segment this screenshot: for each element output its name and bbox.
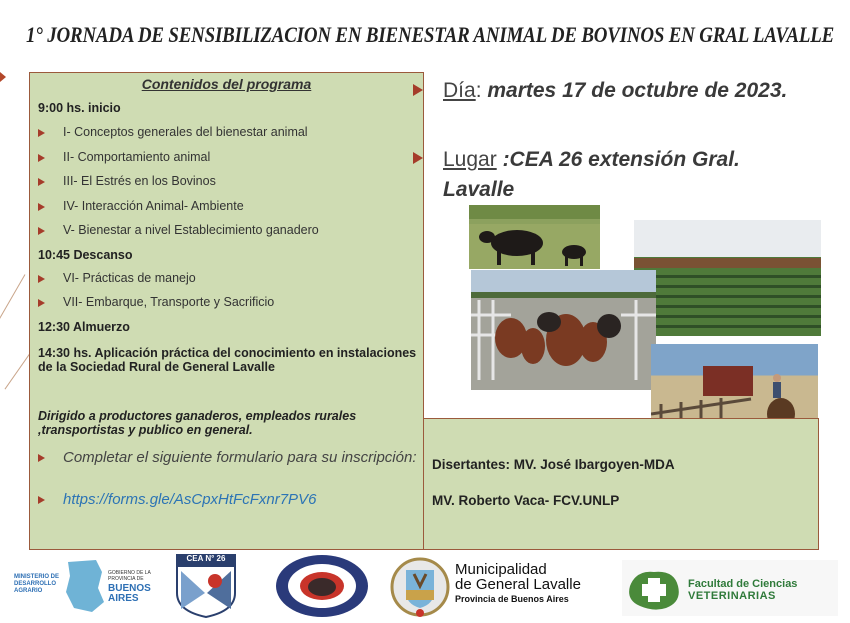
- bullet-arrow-icon: [38, 454, 45, 462]
- program-heading: Contenidos del programa: [141, 76, 312, 92]
- logo-cea-26: CEA N° 26: [175, 553, 237, 619]
- logo-sociedad-rural: [274, 553, 371, 619]
- speaker-1: Disertantes: MV. José Ibargoyen-MDA: [432, 457, 675, 472]
- program-item: V- Bienestar a nivel Establecimiento ganadero: [38, 223, 319, 237]
- program-item: IV- Interacción Animal- Ambiente: [38, 199, 244, 213]
- cattle-photo-3: [471, 270, 656, 390]
- bullet-arrow-icon: [38, 496, 45, 504]
- form-link-row: [38, 491, 418, 508]
- program-practice: 14:30 hs. Aplicación práctica del conocimiento en instalaciones de la Sociedad Rural de General Lavalle: [38, 346, 417, 374]
- speakers-panel: [424, 418, 819, 550]
- arrow-icon: [413, 152, 423, 164]
- event-day: Día: martes 17 de octubre de 2023.: [443, 79, 788, 102]
- program-item: III- El Estrés en los Bovinos: [38, 174, 216, 188]
- program-item: VI- Prácticas de manejo: [38, 271, 196, 285]
- bullet-arrow-icon: [38, 275, 45, 283]
- province-map-icon: [62, 558, 106, 614]
- decorative-line: [0, 274, 25, 326]
- logo-facultad-veterinarias: Facultad de Ciencias VETERINARIAS: [622, 560, 838, 616]
- logo-ministerio-desarrollo-agrario: MINISTERIO DE DESARROLLO AGRARIO GOBIERNO DE LA PROVINCIA DE BUENOS AIRES: [14, 556, 156, 616]
- speaker-2: MV. Roberto Vaca- FCV.UNLP: [432, 493, 620, 508]
- program-start-time: 9:00 hs. inicio: [38, 101, 121, 115]
- audience-text: Dirigido a productores ganaderos, empleados rurales ,transportistas y publico en general.: [38, 409, 357, 437]
- program-lunch: 12:30 Almuerzo: [38, 320, 130, 334]
- program-item: VII- Embarque, Transporte y Sacrificio: [38, 295, 274, 309]
- page-title: 1° JORNADA DE SENSIBILIZACION EN BIENESTAR ANIMAL DE BOVINOS EN GRAL LAVALLE: [26, 22, 835, 47]
- bullet-arrow-icon: [38, 154, 45, 162]
- program-item: I- Conceptos generales del bienestar animal: [38, 125, 308, 139]
- fcv-emblem-icon: [626, 566, 682, 612]
- form-instruction: Completar el siguiente formulario para su inscripción:: [38, 449, 418, 466]
- logo-municipalidad-crest: [390, 556, 450, 619]
- program-break: 10:45 Descanso: [38, 248, 133, 262]
- bullet-arrow-icon: [38, 299, 45, 307]
- program-item: II- Comportamiento animal: [38, 150, 210, 164]
- bullet-arrow-icon: [38, 178, 45, 186]
- program-panel: [29, 72, 424, 550]
- cattle-photo-1: [469, 205, 600, 269]
- bullet-arrow-icon: [38, 203, 45, 211]
- form-link[interactable]: https://forms.gle/AsCpxHtFcFxnr7PV6: [63, 491, 317, 508]
- logo-municipalidad-text: Municipalidad de General Lavalle Provincia de Buenos Aires: [455, 561, 581, 604]
- bullet-arrow-icon: [38, 129, 45, 137]
- event-place: Lugar :CEA 26 extensión Gral. Lavalle: [443, 148, 740, 201]
- decorative-arrow: [0, 72, 6, 82]
- cattle-photo-2: [634, 220, 821, 336]
- arrow-icon: [413, 84, 423, 96]
- bullet-arrow-icon: [38, 227, 45, 235]
